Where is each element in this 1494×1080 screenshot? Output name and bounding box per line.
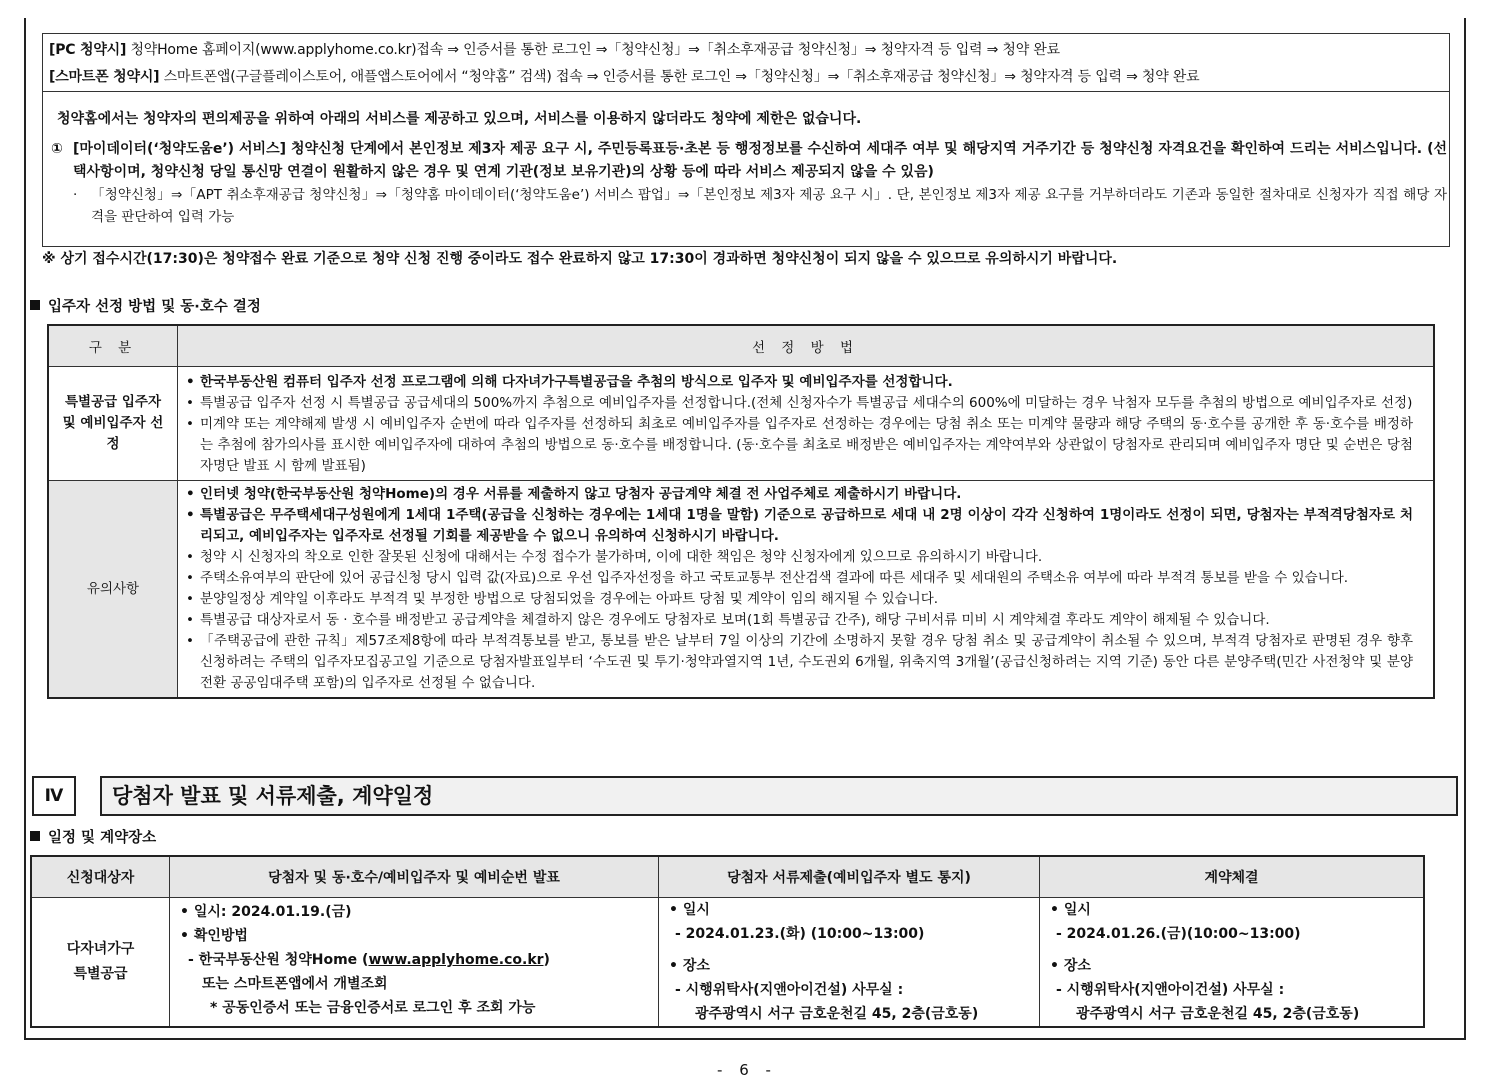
list-item-text: 분양일정상 계약일 이후라도 부적격 및 부정한 방법으로 당첨되었을 경우에는 아파트 당첨 및 계약이 임의 해지될 수 있습니다. [200,591,939,607]
list-item-text: 미계약 또는 계약해제 발생 시 예비입주자 순번에 따라 입주자를 선정하되 최초로 예비입주자를 입주자로 선정하는 경우에는 당첨 취소 또는 미계약 물량과 해당 주택의 동·호수를 공개한 후 동·호수를 배정하는 추첨에 참가의사를 표시한 예비입주자에 대하여 추첨의 방법으로 동·호수를 배정합니다. (동·호수를 최초로 배정받은 예비입주자는 계약여부와 상관없이 당첨자로 관리되며 예비입주자 명단 및 순번은 당첨자명단 발표 시 함께 발표됨) [200,416,1413,474]
divider [43,91,1449,92]
mobile-apply-text: 스마트폰앱(구글플레이스토어, 애플앱스토어에서 “청약홈” 검색) 접속 ⇒ 인증서를 통한 로그인 ⇒「청약신청」⇒「취소후재공급 청약신청」⇒ 청약자격 등 입력 ⇒ 청약 완료 [159,69,1200,85]
column-header-announcement: 당첨자 및 동·호수/예비입주자 및 예비순번 발표 [170,856,659,898]
list-item-text: 주택소유여부의 판단에 있어 공급신청 당시 입력 값(자료)으로 우선 입주자선정을 하고 국토교통부 전산검색 결과에 따른 세대주 및 세대원의 주택소유 여부에 따라 부적격 통보를 받을 수 있습니다. [200,570,1349,586]
announce-line2: 또는 스마트폰앱에서 개별조회 [202,976,388,992]
documents-place: - 시행위탁사(지앤아이건설) 사무실 : [675,982,904,998]
deadline-notice: ※ 상기 접수시간(17:30)은 청약접수 완료 기준으로 청약 신청 진행 중이라도 접수 완료하지 않고 17:30이 경과하면 청약신청이 되지 않을 수 있으므로 유의하시기 바랍니다. [42,251,1118,267]
contract-date: - 2024.01.26.(금)(10:00~13:00) [1056,926,1301,942]
column-header-applicant: 신청대상자 [31,856,170,898]
contract-place: - 시행위탁사(지앤아이건설) 사무실 : [1056,982,1285,998]
row-category-cautions: 유의사항 [48,481,178,699]
applicant-category-text: 다자녀가구 특별공급 [66,941,135,982]
announce-date: • 일시: 2024.01.19.(금) [180,904,352,920]
list-item: • 청약 시 신청자의 착오로 인한 잘못된 신청에 대해서는 수정 접수가 불가하며, 이에 대한 책임은 청약 신청자에게 있으므로 유의하시기 바랍니다. [186,549,1043,565]
announce-method: • 확인방법 [180,928,248,944]
list-item-text: 특별공급 대상자로서 동 · 호수를 배정받고 공급계약을 체결하지 않은 경우에도 당첨자로 보며(1회 특별공급 간주), 해당 구비서류 미비 시 계약체결 후라도 계약이 해제될 수 있습니다. [200,612,1270,628]
table-row [48,367,1434,481]
contract-place-label: • 장소 [1050,958,1091,974]
list-item: • 미계약 또는 계약해제 발생 시 예비입주자 순번에 따라 입주자를 선정하되 최초로 예비입주자를 입주자로 선정하는 경우에는 당첨 취소 또는 미계약 물량과 해당 주택의 동·호수를 공개한 후 동·호수를 배정하는 추첨에 참가의사를 표시한 예비입주자에 대하여 추첨의 방법으로 동·호수를 배정합니다. (동·호수를 최초로 배정받은 예비입주자는 계약여부와 상관없이 당첨자로 관리되며 예비입주자 명단 및 순번은 당첨자명단 발표 시 함께 발표됨) [186,416,1413,474]
row-description [178,367,1435,481]
announce-line-suffix: ) [543,952,550,968]
schedule-heading [30,826,156,847]
documents-place-label: • 장소 [669,958,710,974]
pc-apply-line [49,39,1060,59]
documents-address: 광주광역시 서구 금호운천길 45, 2층(금호동) [695,1006,979,1022]
table-row [48,481,1434,699]
item-number: ① [51,141,63,157]
mydata-service-bullet [73,184,1447,228]
column-header-method: 선 정 방 법 [178,325,1435,367]
list-item-text: 「주택공급에 관한 규칙」제57조제8항에 따라 부적격통보를 받고, 통보를 받은 날부터 7일 이상의 기간에 소명하지 못할 경우 당첨 취소 및 공급계약이 취소될 수 있으며, 부적격 당첨자로 판명된 경우 향후 신청하려는 주택의 입주자모집공고일 기준으로 당첨자발표일부터 ‘수도권 및 투기·청약과열지역 1년, 수도권외 6개월, 위축지역 3개월’(공급신청하려는 지역 기준) 동안 다른 분양주택(민간 사전청약 및 분양전환 공공임대주택 포함)의 입주자로 선정될 수 없습니다. [200,633,1413,691]
column-header-category: 구 분 [48,325,178,367]
list-item: • 한국부동산원 컴퓨터 입주자 선정 프로그램에 의해 다자녀가구특별공급을 추첨의 방식으로 입주자 및 예비입주자를 선정합니다. [186,374,953,390]
mydata-service-item [51,138,1447,184]
square-bullet-icon [30,300,40,310]
list-item: • 주택소유여부의 판단에 있어 공급신청 당시 입력 값(자료)으로 우선 입주자선정을 하고 국토교통부 전산검색 결과에 따른 세대주 및 세대원의 주택소유 여부에 따라 부적격 통보를 받을 수 있습니다. [186,570,1349,586]
applicant-category [31,898,170,1028]
list-item: • 특별공급 입주자 선정 시 특별공급 공급세대의 500%까지 추첨으로 예비입주자를 선정합니다.(전체 신청자수가 특별공급 세대수의 600%에 미달하는 경우 낙첨자 모두를 추첨의 방법으로 예비입주자로 선정) [186,395,1413,411]
section-number: Ⅳ [32,776,76,816]
row-category-text: 특별공급 입주자 및 예비입주자 선정 [62,394,164,452]
pc-apply-text: 청약Home 홈페이지(www.applyhome.co.kr)접속 ⇒ 인증서를 통한 로그인 ⇒「청약신청」⇒「취소후재공급 청약신청」⇒ 청약자격 등 입력 ⇒ 청약 완료 [126,42,1060,58]
mobile-apply-label: [스마트폰 청약시] [49,69,160,85]
mobile-apply-line [49,66,1199,86]
column-header-contract: 계약체결 [1040,856,1425,898]
row-description [178,481,1435,699]
selection-heading [30,295,261,316]
section-title: 당첨자 발표 및 서류제출, 계약일정 [100,776,1458,816]
list-item-text: 한국부동산원 컴퓨터 입주자 선정 프로그램에 의해 다자녀가구특별공급을 추첨의 방식으로 입주자 및 예비입주자를 선정합니다. [200,374,953,390]
documents-date: - 2024.01.23.(화) (10:00~13:00) [675,926,925,942]
column-header-documents: 당첨자 서류제출(예비입주자 별도 통지) [659,856,1040,898]
contract-date-label: • 일시 [1050,902,1091,918]
list-item-text: 인터넷 청약(한국부동산원 청약Home)의 경우 서류를 제출하지 않고 당첨자 공급계약 체결 전 사업주체로 제출하시기 바랍니다. [200,486,962,502]
pc-apply-label: [PC 청약시] [49,42,127,58]
selection-table [47,324,1435,699]
contract-address: 광주광역시 서구 금호운천길 45, 2층(금호동) [1076,1006,1360,1022]
list-item: • 「주택공급에 관한 규칙」제57조제8항에 따라 부적격통보를 받고, 통보를 받은 날부터 7일 이상의 기간에 소명하지 못할 경우 당첨 취소 및 공급계약이 취소될 수 있으며, 부적격 당첨자로 판명된 경우 향후 신청하려는 주택의 입주자모집공고일 기준으로 당첨자발표일부터 ‘수도권 및 투기·청약과열지역 1년, 수도권외 6개월, 위축지역 3개월’(공급신청하려는 지역 기준) 동안 다른 분양주택(민간 사전청약 및 분양전환 공공임대주택 포함)의 입주자로 선정될 수 없습니다. [186,633,1413,691]
documents-cell [659,898,1040,1028]
table-header-row [31,856,1424,898]
list-item: • 특별공급은 무주택세대구성원에게 1세대 1주택(공급을 신청하는 경우에는 1세대 1명을 말함) 기준으로 공급하므로 세대 내 2명 이상이 각각 신청하여 1명이라도 선정이 되면, 당첨자는 부적격당첨자로 처리되고, 예비입주자는 입주자로 선정될 기회를 제공받을 수 없으니 유의하여 신청하시기 바랍니다. [186,507,1413,544]
mydata-service-steps: 「청약신청」⇒「APT 취소후재공급 청약신청」⇒「청약홈 마이데이터(‘청약도움e’) 서비스 팝업」⇒「본인정보 제3자 제공 요구 시」. 단, 본인정보 제3자 제공 요구를 거부하더라도 기존과 동일한 절차대로 신청자가 직접 해당 자격을 판단하여 입력 가능 [91,187,1447,225]
row-category-selection [48,367,178,481]
schedule-heading-text: 일정 및 계약장소 [48,830,157,846]
applyhome-link[interactable]: www.applyhome.co.kr [368,952,544,968]
list-item-text: 청약 시 신청자의 착오로 인한 잘못된 신청에 대해서는 수정 접수가 불가하며, 이에 대한 책임은 청약 신청자에게 있으므로 유의하시기 바랍니다. [200,549,1043,565]
selection-heading-text: 입주자 선정 방법 및 동·호수 결정 [48,299,261,315]
announce-line3: * 공동인증서 또는 금융인증서로 로그인 후 조회 가능 [210,1000,536,1016]
service-intro: 청약홈에서는 청약자의 편의제공을 위하여 아래의 서비스를 제공하고 있으며, 서비스를 이용하지 않더라도 청약에 제한은 없습니다. [57,111,862,127]
table-row [31,898,1424,1028]
table-header-row [48,325,1434,367]
contract-cell [1040,898,1425,1028]
schedule-table [30,855,1425,1028]
apply-method-box [42,33,1450,247]
announcement-cell [170,898,659,1028]
list-item-text: 특별공급 입주자 선정 시 특별공급 공급세대의 500%까지 추첨으로 예비입주자를 선정합니다.(전체 신청자수가 특별공급 세대수의 600%에 미달하는 경우 낙첨자 모두를 추첨의 방법으로 예비입주자로 선정) [200,395,1413,411]
page-number: - 6 - [717,1061,777,1079]
list-item: • 인터넷 청약(한국부동산원 청약Home)의 경우 서류를 제출하지 않고 당첨자 공급계약 체결 전 사업주체로 제출하시기 바랍니다. [186,486,962,502]
list-item-text: 특별공급은 무주택세대구성원에게 1세대 1주택(공급을 신청하는 경우에는 1세대 1명을 말함) 기준으로 공급하므로 세대 내 2명 이상이 각각 신청하여 1명이라도 선정이 되면, 당첨자는 부적격당첨자로 처리되고, 예비입주자는 입주자로 선정될 기회를 제공받을 수 없으니 유의하여 신청하시기 바랍니다. [200,507,1413,544]
square-bullet-icon [30,831,40,841]
announce-line-text: - 한국부동산원 청약Home ( [188,952,369,968]
announce-line [180,948,652,972]
documents-date-label: • 일시 [669,902,710,918]
mydata-service-text: [마이데이터(‘청약도움e’) 서비스] 청약신청 단계에서 본인정보 제3자 제공 요구 시, 주민등록표등·초본 등 행정정보를 수신하여 세대주 여부 및 해당지역 거주기간 등 청약신청 자격요건을 확인하여 드리는 서비스입니다. (선택사항이며, 청약신청 당일 통신망 연결이 원활하지 않은 경우 및 연계 기관(정보 보유기관)의 상황 등에 따라 서비스 제공되지 않을 수 있음) [73,141,1447,180]
list-item: • 분양일정상 계약일 이후라도 부적격 및 부정한 방법으로 당첨되었을 경우에는 아파트 당첨 및 계약이 임의 해지될 수 있습니다. [186,591,939,607]
bullet-dot: · [73,187,78,203]
list-item: • 특별공급 대상자로서 동 · 호수를 배정받고 공급계약을 체결하지 않은 경우에도 당첨자로 보며(1회 특별공급 간주), 해당 구비서류 미비 시 계약체결 후라도 계약이 해제될 수 있습니다. [186,612,1270,628]
